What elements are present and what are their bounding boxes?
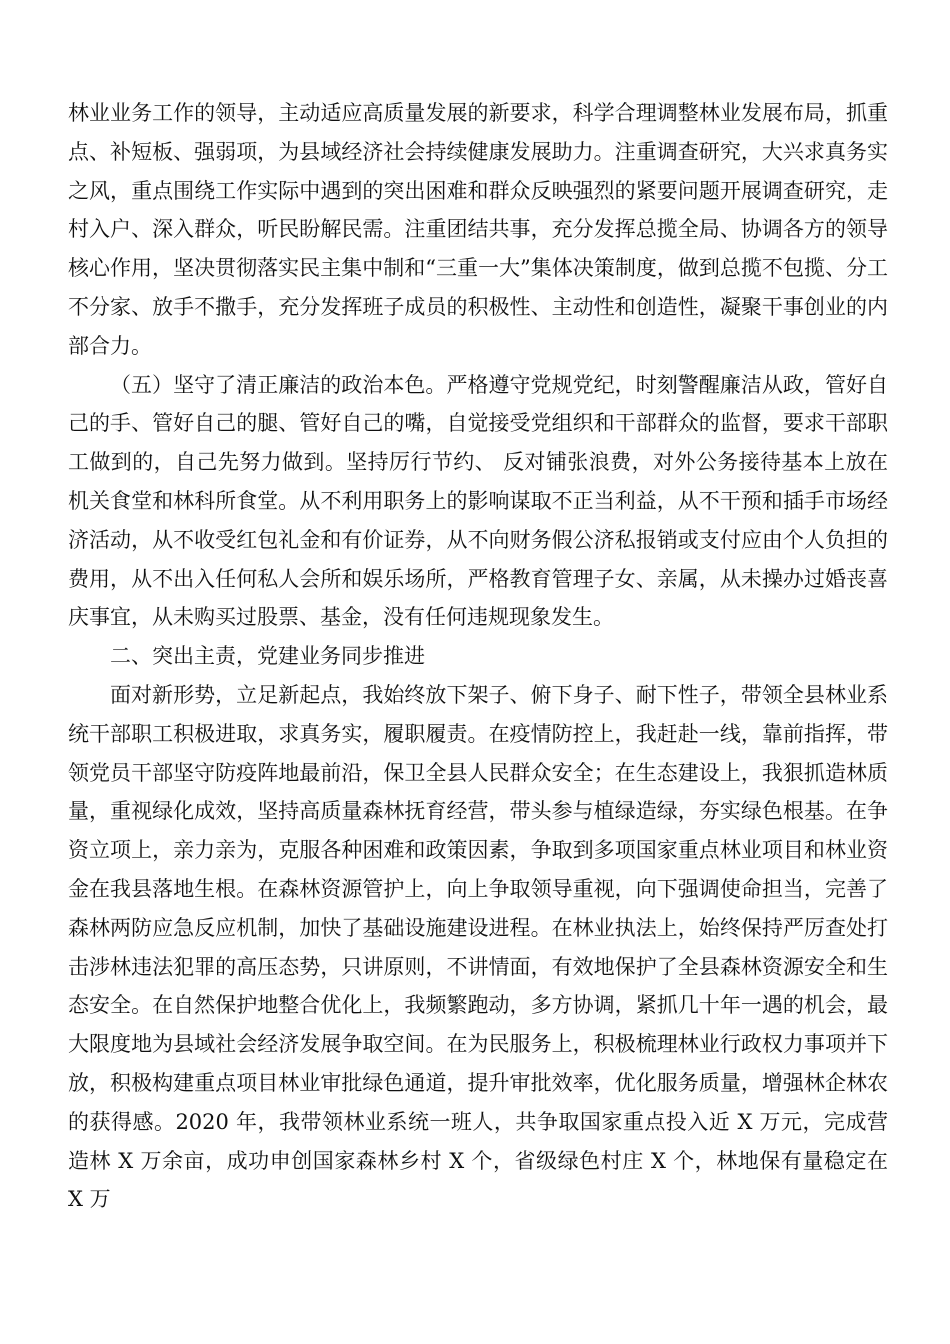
section-heading: 二、突出主责，党建业务同步推进	[110, 644, 425, 669]
paragraph-leadership-continued: 林业业务工作的领导，主动适应高质量发展的新要求，科学合理调整林业发展布局，抓重点、补短板、强弱项，为县域经济社会持续健康发展助力。注重调查研究，大兴求真务实之风，重点围绕工作实际中遇到的突出困难和群众反映强烈的紧要问题开展调查研究，走村入户、深入群众，听民盼解民需。注重团结共事，充分发挥总揽全局、协调各方的领导核心作用，坚决贯彻落实民主集中制和“三重一大”集体决策制度，做到总揽不包揽、分工不分家、放手不撒手，充分发挥班子成员的积极性、主动性和创造性，凝聚干事创业的内部合力。	[68, 101, 888, 358]
paragraph-integrity: （五）坚守了清正廉洁的政治本色。严格遵守党规党纪，时刻警醒廉洁从政，管好自己的手、管好自己的腿、管好自己的嘴，自觉接受党组织和干部群众的监督，要求干部职工做到的，自己先努力做到。坚持厉行节约、 反对铺张浪费，对外公务接待基本上放在机关食堂和林科所食堂。从不利用职务上的影响谋取不正当利益，从不干预和插手市场经济活动，从不收受红包礼金和有价证券，从不向财务假公济私报销或支付应由个人负担的费用，从不出入任何私人会所和娱乐场所，严格教育管理子女、亲属，从未操办过婚丧喜庆事宜，从未购买过股票、基金，没有任何违规现象发生。	[68, 372, 888, 630]
document-body	[68, 94, 888, 1219]
paragraph-main-duties: 面对新形势，立足新起点，我始终放下架子、俯下身子、耐下性子，带领全县林业系统干部职工积极进取，求真务实，履职履责。在疫情防控上，我赶赴一线，靠前指挥，带领党员干部坚守防疫阵地最前沿，保卫全县人民群众安全；在生态建设上，我狠抓造林质量，重视绿化成效，坚持高质量森林抚育经营，带头参与植绿造绿，夯实绿色根基。在争资立项上，亲力亲为，克服各种困难和政策因素，争取到多项国家重点林业项目和林业资金在我县落地生根。在森林资源管护上，向上争取领导重视，向下强调使命担当，完善了森林两防应急反应机制，加快了基础设施建设进程。在林业执法上，始终保持严厉查处打击涉林违法犯罪的高压态势，只讲原则，不讲情面，有效地保护了全县森林资源安全和生态安全。在自然保护地整合优化上，我频繁跑动，多方协调，紧抓几十年一遇的机会，最大限度地为县域社会经济发展争取空间。在为民服务上，积极梳理林业行政权力事项并下放，积极构建重点项目林业审批绿色通道，提升审批效率，优化服务质量，增强林企林农的获得感。2020 年，我带领林业系统一班人，共争取国家重点投入近 X 万元，完成营造林 X 万余亩，成功申创国家森林乡村 X 个，省级绿色村庄 X 个，林地保有量稳定在 X 万	[68, 682, 888, 1212]
